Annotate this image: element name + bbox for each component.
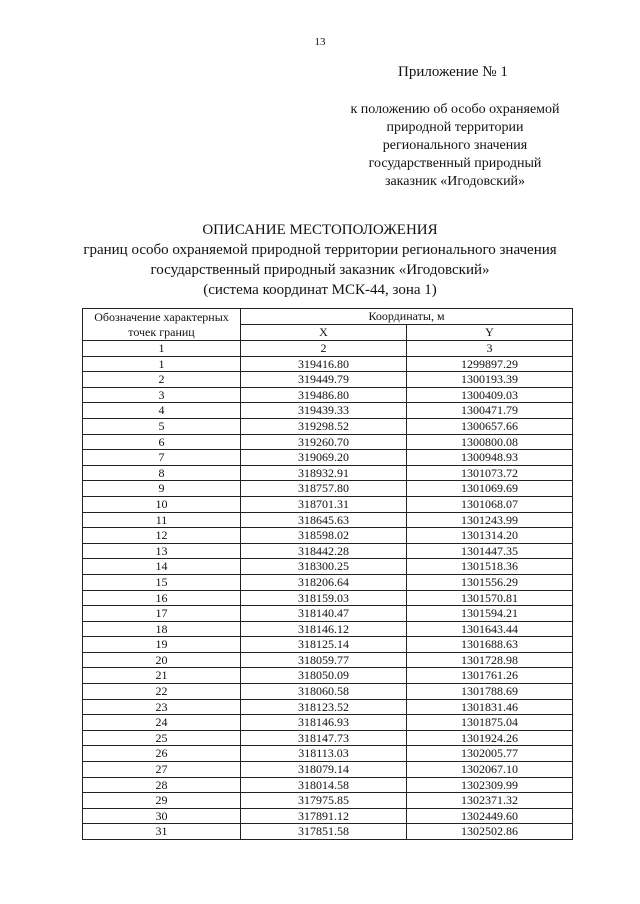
y-coordinate-cell: 1300948.93 xyxy=(407,450,573,466)
point-number-cell: 9 xyxy=(83,481,241,497)
point-number-cell: 20 xyxy=(83,652,241,668)
point-number-cell: 11 xyxy=(83,512,241,528)
y-coordinate-cell: 1301556.29 xyxy=(407,574,573,590)
table-row xyxy=(83,668,573,684)
table-row xyxy=(83,699,573,715)
point-number-cell: 18 xyxy=(83,621,241,637)
point-number-cell: 10 xyxy=(83,496,241,512)
coordinates-table-body xyxy=(83,356,573,839)
x-coordinate-cell: 319449.79 xyxy=(241,372,407,388)
y-coordinate-cell: 1301447.35 xyxy=(407,543,573,559)
y-coordinate-cell: 1302449.60 xyxy=(407,808,573,824)
table-row xyxy=(83,512,573,528)
x-coordinate-cell: 318059.77 xyxy=(241,652,407,668)
table-row xyxy=(83,559,573,575)
y-coordinate-cell: 1299897.29 xyxy=(407,356,573,372)
x-coordinate-cell: 318645.63 xyxy=(241,512,407,528)
column-number: 2 xyxy=(241,341,407,357)
x-coordinate-cell: 318300.25 xyxy=(241,559,407,575)
y-coordinate-cell: 1301073.72 xyxy=(407,465,573,481)
table-row xyxy=(83,543,573,559)
x-coordinate-cell: 318140.47 xyxy=(241,606,407,622)
x-coordinate-cell: 318932.91 xyxy=(241,465,407,481)
table-row xyxy=(83,746,573,762)
table-row xyxy=(83,450,573,466)
heading-line: границ особо охраняемой природной территории регионального значения xyxy=(83,242,557,258)
point-number-cell: 22 xyxy=(83,684,241,700)
table-row xyxy=(83,793,573,809)
table-row xyxy=(83,621,573,637)
x-coordinate-cell: 319486.80 xyxy=(241,387,407,403)
heading-title: ОПИСАНИЕ МЕСТОПОЛОЖЕНИЯ xyxy=(202,222,438,238)
y-coordinate-cell: 1301924.26 xyxy=(407,730,573,746)
table-row xyxy=(83,824,573,840)
y-coordinate-cell: 1300193.39 xyxy=(407,372,573,388)
table-row xyxy=(83,590,573,606)
point-number-cell: 12 xyxy=(83,528,241,544)
y-coordinate-cell: 1302309.99 xyxy=(407,777,573,793)
x-coordinate-cell: 318125.14 xyxy=(241,637,407,653)
coordinates-table xyxy=(82,308,573,840)
table-row xyxy=(83,762,573,778)
y-coordinate-cell: 1301688.63 xyxy=(407,637,573,653)
x-coordinate-cell: 319260.70 xyxy=(241,434,407,450)
y-coordinate-cell: 1301831.46 xyxy=(407,699,573,715)
table-row xyxy=(83,387,573,403)
y-coordinate-cell: 1301068.07 xyxy=(407,496,573,512)
point-number-cell: 13 xyxy=(83,543,241,559)
point-number-cell: 2 xyxy=(83,372,241,388)
point-number-cell: 1 xyxy=(83,356,241,372)
table-row xyxy=(83,418,573,434)
point-number-cell: 28 xyxy=(83,777,241,793)
y-coordinate-cell: 1302371.32 xyxy=(407,793,573,809)
x-coordinate-cell: 317851.58 xyxy=(241,824,407,840)
table-row xyxy=(83,372,573,388)
point-number-cell: 21 xyxy=(83,668,241,684)
table-row xyxy=(83,777,573,793)
x-coordinate-cell: 318146.93 xyxy=(241,715,407,731)
x-coordinate-cell: 318014.58 xyxy=(241,777,407,793)
y-coordinate-cell: 1301243.99 xyxy=(407,512,573,528)
y-coordinate-cell: 1302067.10 xyxy=(407,762,573,778)
x-coordinate-cell: 317891.12 xyxy=(241,808,407,824)
point-number-cell: 5 xyxy=(83,418,241,434)
y-coordinate-cell: 1301314.20 xyxy=(407,528,573,544)
table-row xyxy=(83,652,573,668)
column-numbers-row xyxy=(83,341,573,357)
table-row xyxy=(83,606,573,622)
table-row xyxy=(83,481,573,497)
table-row xyxy=(83,465,573,481)
document-heading xyxy=(0,220,640,300)
x-coordinate-cell: 318757.80 xyxy=(241,481,407,497)
x-coordinate-cell: 318146.12 xyxy=(241,621,407,637)
y-coordinate-cell: 1301594.21 xyxy=(407,606,573,622)
table-row xyxy=(83,730,573,746)
x-coordinate-cell: 319298.52 xyxy=(241,418,407,434)
x-coordinate-cell: 319439.33 xyxy=(241,403,407,419)
point-number-cell: 27 xyxy=(83,762,241,778)
y-coordinate-cell: 1301069.69 xyxy=(407,481,573,497)
point-number-cell: 16 xyxy=(83,590,241,606)
column-number: 1 xyxy=(83,341,241,357)
column-number: 3 xyxy=(407,341,573,357)
appendix-subtitle-line: к положению об особо охраняемой xyxy=(350,102,560,117)
y-coordinate-cell: 1300800.08 xyxy=(407,434,573,450)
x-coordinate-cell: 319069.20 xyxy=(241,450,407,466)
x-coordinate-cell: 318598.02 xyxy=(241,528,407,544)
y-coordinate-cell: 1302005.77 xyxy=(407,746,573,762)
x-coordinate-cell: 319416.80 xyxy=(241,356,407,372)
y-coordinate-cell: 1302502.86 xyxy=(407,824,573,840)
table-row xyxy=(83,496,573,512)
x-coordinate-cell: 317975.85 xyxy=(241,793,407,809)
heading-line: государственный природный заказник «Игодовский» xyxy=(150,262,490,278)
x-coordinate-cell: 318060.58 xyxy=(241,684,407,700)
point-number-cell: 29 xyxy=(83,793,241,809)
x-coordinate-cell: 318701.31 xyxy=(241,496,407,512)
point-number-cell: 26 xyxy=(83,746,241,762)
point-number-cell: 6 xyxy=(83,434,241,450)
y-coordinate-cell: 1300409.03 xyxy=(407,387,573,403)
y-coordinate-cell: 1300657.66 xyxy=(407,418,573,434)
x-coordinate-cell: 318147.73 xyxy=(241,730,407,746)
table-row xyxy=(83,808,573,824)
x-coordinate-cell: 318113.03 xyxy=(241,746,407,762)
point-number-cell: 19 xyxy=(83,637,241,653)
point-number-cell: 7 xyxy=(83,450,241,466)
header-point-designation: Обозначение характерных точек границ xyxy=(83,309,241,341)
point-number-cell: 15 xyxy=(83,574,241,590)
x-coordinate-cell: 318123.52 xyxy=(241,699,407,715)
table-row xyxy=(83,434,573,450)
point-number-cell: 24 xyxy=(83,715,241,731)
point-number-cell: 31 xyxy=(83,824,241,840)
table-row xyxy=(83,403,573,419)
table-row xyxy=(83,528,573,544)
appendix-subtitle-line: заказник «Игодовский» xyxy=(384,174,526,189)
point-number-cell: 25 xyxy=(83,730,241,746)
x-coordinate-cell: 318206.64 xyxy=(241,574,407,590)
y-coordinate-cell: 1300471.79 xyxy=(407,403,573,419)
point-number-cell: 8 xyxy=(83,465,241,481)
point-number-cell: 17 xyxy=(83,606,241,622)
point-number-cell: 23 xyxy=(83,699,241,715)
x-coordinate-cell: 318159.03 xyxy=(241,590,407,606)
appendix-subtitle-line: регионального значения xyxy=(382,138,528,153)
heading-line: (система координат МСК-44, зона 1) xyxy=(203,282,437,298)
appendix-subtitle-line: государственный природный xyxy=(368,156,542,171)
table-row xyxy=(83,356,573,372)
header-coordinates: Координаты, м xyxy=(241,309,573,325)
table-row xyxy=(83,637,573,653)
table-row xyxy=(83,574,573,590)
y-coordinate-cell: 1301788.69 xyxy=(407,684,573,700)
y-coordinate-cell: 1301643.44 xyxy=(407,621,573,637)
header-y: Y xyxy=(407,325,573,341)
y-coordinate-cell: 1301761.26 xyxy=(407,668,573,684)
table-row xyxy=(83,684,573,700)
y-coordinate-cell: 1301728.98 xyxy=(407,652,573,668)
table-row xyxy=(83,715,573,731)
header-x: X xyxy=(241,325,407,341)
x-coordinate-cell: 318442.28 xyxy=(241,543,407,559)
appendix-subtitle xyxy=(330,101,580,191)
appendix-title: Приложение № 1 xyxy=(398,64,508,80)
point-number-cell: 4 xyxy=(83,403,241,419)
appendix-subtitle-line: природной территории xyxy=(386,120,524,135)
y-coordinate-cell: 1301570.81 xyxy=(407,590,573,606)
y-coordinate-cell: 1301518.36 xyxy=(407,559,573,575)
y-coordinate-cell: 1301875.04 xyxy=(407,715,573,731)
x-coordinate-cell: 318079.14 xyxy=(241,762,407,778)
page-number: 13 xyxy=(314,36,326,48)
point-number-cell: 30 xyxy=(83,808,241,824)
x-coordinate-cell: 318050.09 xyxy=(241,668,407,684)
point-number-cell: 14 xyxy=(83,559,241,575)
point-number-cell: 3 xyxy=(83,387,241,403)
